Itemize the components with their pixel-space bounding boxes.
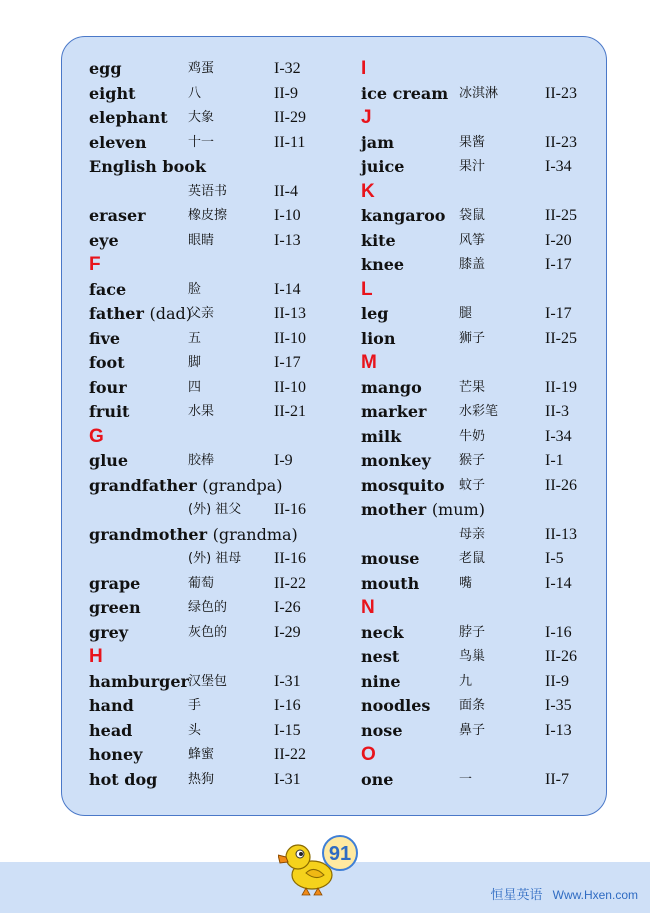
entry-reference: I-20 <box>545 231 572 249</box>
section-letter: K <box>361 180 375 202</box>
entry-word <box>89 670 189 694</box>
entry-reference: II-10 <box>274 329 306 347</box>
glossary-entry <box>361 621 611 645</box>
entry-word <box>361 572 419 596</box>
entry-reference: I-16 <box>545 623 572 641</box>
glossary-entry <box>361 498 611 522</box>
entry-word <box>89 596 141 620</box>
entry-word-alt: (mum) <box>431 500 485 519</box>
entry-word-text: milk <box>361 426 402 446</box>
entry-word <box>89 474 283 498</box>
entry-reference: I-10 <box>274 207 301 224</box>
entry-word-text: four <box>89 377 127 397</box>
entry-chinese: 冰淇淋 <box>459 85 499 101</box>
entry-chinese: 膝盖 <box>459 257 486 272</box>
entry-word <box>89 229 119 253</box>
glossary-panel <box>61 36 607 816</box>
entry-reference: II-11 <box>274 133 306 151</box>
entry-word <box>361 376 422 400</box>
glossary-entry <box>89 57 339 81</box>
entry-word-text: noodles <box>361 696 431 715</box>
entry-reference: II-26 <box>545 648 577 665</box>
entry-word <box>89 302 192 326</box>
glossary-entry <box>89 743 339 767</box>
entry-chinese: 面条 <box>459 698 486 713</box>
entry-chinese: 脚 <box>188 355 202 370</box>
entry-word-text: egg <box>89 59 122 78</box>
glossary-entry <box>89 302 339 326</box>
entry-word-text: ice cream <box>361 83 449 103</box>
entry-reference: II-4 <box>274 182 298 200</box>
section-letter: J <box>361 107 372 128</box>
entry-reference: I-34 <box>545 427 572 445</box>
entry-word-text: juice <box>361 157 405 176</box>
entry-word-text: English book <box>89 157 206 176</box>
glossary-entry <box>361 253 611 277</box>
entry-word <box>89 131 147 155</box>
entry-chinese: 鸟巢 <box>459 649 486 664</box>
entry-word <box>89 572 140 596</box>
entry-reference: I-13 <box>274 231 301 249</box>
entry-reference: II-3 <box>545 403 569 420</box>
entry-word-text: mother <box>361 500 427 519</box>
entry-chinese: 头 <box>188 722 202 738</box>
entry-chinese: 老鼠 <box>459 551 486 566</box>
section-letter: F <box>89 254 101 275</box>
glossary-entry <box>89 621 339 645</box>
entry-reference: II-26 <box>545 476 577 494</box>
glossary-entry <box>361 449 611 473</box>
entry-chinese: 果汁 <box>459 159 486 174</box>
entry-chinese: 袋鼠 <box>459 208 486 223</box>
glossary-entry <box>89 229 339 253</box>
entry-word <box>361 253 404 277</box>
glossary-entry <box>89 596 339 620</box>
entry-chinese: 一 <box>459 771 473 787</box>
entry-word-text: leg <box>361 304 389 323</box>
entry-word <box>361 449 431 473</box>
entry-word <box>89 400 129 424</box>
entry-reference: I-17 <box>274 354 301 371</box>
section-letter: N <box>361 597 375 618</box>
entry-chinese: (外) 祖母 <box>188 551 242 566</box>
glossary-entry <box>89 278 339 302</box>
entry-word <box>361 621 404 645</box>
brand-site: Www.Hxen.com <box>552 888 638 902</box>
entry-word <box>89 768 157 792</box>
entry-reference: I-26 <box>274 599 301 616</box>
glossary-entry <box>361 425 611 449</box>
entry-word <box>89 278 126 302</box>
entry-reference: II-9 <box>545 672 569 690</box>
entry-word <box>361 131 394 155</box>
entry-chinese: 四 <box>188 379 202 395</box>
entry-reference: I-9 <box>274 452 293 469</box>
glossary-entry <box>89 498 339 522</box>
entry-reference: I-13 <box>545 721 572 739</box>
entry-chinese: 风筝 <box>459 232 486 248</box>
entry-chinese: 腿 <box>459 306 473 321</box>
entry-word <box>361 425 401 449</box>
entry-reference: I-16 <box>274 697 301 714</box>
entry-chinese: 英语书 <box>188 183 228 199</box>
glossary-entry <box>361 768 611 792</box>
section-letter: O <box>361 744 376 765</box>
entry-reference: II-7 <box>545 770 569 788</box>
entry-reference: I-14 <box>274 280 301 298</box>
entry-word <box>361 474 445 498</box>
entry-reference: I-14 <box>545 574 572 592</box>
glossary-entry <box>361 719 611 743</box>
entry-word <box>361 645 399 669</box>
entry-chinese: 猴子 <box>459 453 486 468</box>
glossary-entry <box>89 670 339 694</box>
entry-word-text: head <box>89 720 133 740</box>
entry-word <box>361 719 403 743</box>
entry-word <box>361 327 395 351</box>
entry-reference: II-25 <box>545 329 577 347</box>
entry-chinese: 葡萄 <box>188 575 215 591</box>
entry-word-text: jam <box>361 132 395 152</box>
entry-chinese: 牛奶 <box>459 428 486 444</box>
entry-word-text: mouth <box>361 573 420 593</box>
entry-word-text: honey <box>89 745 143 764</box>
entry-chinese: 狮子 <box>459 330 486 346</box>
section-letter: L <box>361 278 373 300</box>
glossary-entry <box>361 523 611 547</box>
glossary-entry <box>89 449 339 473</box>
glossary-entry <box>361 474 611 498</box>
glossary-entry <box>361 572 611 596</box>
entry-chinese: 八 <box>188 85 202 101</box>
entry-word-text: hamburger <box>89 671 189 691</box>
entry-word-text: grandmother <box>89 524 208 544</box>
entry-chinese: 蚊子 <box>459 477 486 493</box>
entry-reference: II-22 <box>274 574 306 592</box>
page-number: 91 <box>328 843 352 865</box>
entry-chinese: (外) 祖父 <box>188 502 242 517</box>
entry-chinese: 芒果 <box>459 379 486 395</box>
entry-reference: I-17 <box>545 256 572 273</box>
glossary-entry <box>361 645 611 669</box>
entry-reference: II-21 <box>274 403 306 420</box>
entry-chinese: 母亲 <box>459 526 486 542</box>
glossary-entry <box>361 302 611 326</box>
entry-word-alt: (grandma) <box>212 524 298 544</box>
entry-reference: I-34 <box>545 158 572 175</box>
glossary-entry <box>89 106 339 130</box>
glossary-entry <box>361 229 611 253</box>
entry-word-text: nest <box>361 647 400 666</box>
glossary-entry <box>89 327 339 351</box>
entry-chinese: 热狗 <box>188 771 215 787</box>
glossary-entry <box>89 155 339 179</box>
entry-word <box>361 670 401 694</box>
entry-reference: I-32 <box>274 60 301 77</box>
glossary-entry <box>89 547 339 571</box>
glossary-entry <box>361 376 611 400</box>
entry-reference: I-31 <box>274 770 301 788</box>
entry-word <box>361 400 426 424</box>
entry-word-alt: (grandpa) <box>202 475 283 495</box>
entry-word-text: father <box>89 304 144 323</box>
glossary-entry <box>89 694 339 718</box>
entry-reference: II-23 <box>545 133 577 151</box>
entry-word-text: green <box>89 598 141 617</box>
glossary-entry <box>361 131 611 155</box>
entry-chinese: 九 <box>459 673 473 689</box>
glossary-entry <box>89 572 339 596</box>
entry-reference: I-17 <box>545 305 572 322</box>
entry-word-text: face <box>89 279 127 299</box>
entry-chinese: 汉堡包 <box>188 673 228 689</box>
entry-reference: II-16 <box>274 501 306 518</box>
entry-word-text: knee <box>361 255 405 274</box>
entry-chinese: 大象 <box>188 110 215 125</box>
entry-word <box>89 449 128 473</box>
glossary-entry <box>361 670 611 694</box>
entry-word <box>89 719 132 743</box>
entry-reference: I-35 <box>545 697 572 714</box>
entry-word-text: one <box>361 769 394 789</box>
entry-chinese: 水彩笔 <box>459 404 499 419</box>
entry-word-text: hot dog <box>89 769 158 789</box>
entry-word <box>89 743 142 767</box>
duck-mascot-illustration <box>278 835 368 897</box>
glossary-entry <box>89 768 339 792</box>
entry-reference: II-23 <box>545 84 577 102</box>
entry-reference: II-22 <box>274 746 306 763</box>
entry-chinese: 绿色的 <box>188 600 228 615</box>
entry-reference: I-29 <box>274 623 301 641</box>
glossary-entry <box>89 474 339 498</box>
entry-word-text: eight <box>89 83 136 103</box>
entry-word-text: monkey <box>361 451 431 470</box>
entry-word <box>89 82 135 106</box>
entry-word-text: mango <box>361 377 422 397</box>
glossary-entry <box>361 82 611 106</box>
entry-word-text: elephant <box>89 108 168 127</box>
glossary-entry <box>89 204 339 228</box>
entry-word <box>361 82 448 106</box>
entry-word-text: eye <box>89 230 119 250</box>
entry-word-text: mouse <box>361 549 420 568</box>
brand-name: 恒星英语 <box>490 888 543 903</box>
entry-word-text: eleven <box>89 132 147 152</box>
entry-reference: II-13 <box>274 305 306 322</box>
glossary-entry <box>89 400 339 424</box>
entry-chinese: 脸 <box>188 281 202 297</box>
entry-chinese: 水果 <box>188 404 215 419</box>
entry-word-text: eraser <box>89 206 146 225</box>
entry-word-text: kangaroo <box>361 206 446 225</box>
entry-chinese: 胶棒 <box>188 453 215 468</box>
entry-word-text: fruit <box>89 402 130 421</box>
entry-word <box>361 547 419 571</box>
entry-word <box>361 229 396 253</box>
entry-word-text: hand <box>89 696 134 715</box>
entry-word-text: five <box>89 328 121 348</box>
entry-reference: II-13 <box>545 525 577 543</box>
entry-reference: I-1 <box>545 452 564 469</box>
glossary-entry <box>89 719 339 743</box>
entry-reference: II-16 <box>274 550 306 567</box>
entry-reference: II-9 <box>274 84 298 102</box>
glossary-entry <box>89 131 339 155</box>
glossary-entry <box>89 351 339 375</box>
entry-word <box>89 621 128 645</box>
glossary-entry <box>89 376 339 400</box>
entry-word-text: nose <box>361 720 403 740</box>
entry-reference: I-31 <box>274 672 301 690</box>
entry-word-text: neck <box>361 622 404 642</box>
entry-word <box>89 106 168 130</box>
entry-chinese: 父亲 <box>188 306 215 321</box>
entry-reference: II-29 <box>274 109 306 126</box>
brand-footer <box>490 884 638 903</box>
entry-chinese: 眼睛 <box>188 232 215 248</box>
entry-chinese: 鸡蛋 <box>188 61 215 76</box>
entry-chinese: 蜂蜜 <box>188 747 215 762</box>
entry-word <box>89 57 122 81</box>
entry-word <box>89 376 127 400</box>
entry-word-text: glue <box>89 451 129 470</box>
entry-word-text: grey <box>89 622 129 642</box>
entry-chinese: 脖子 <box>459 624 486 640</box>
entry-word <box>361 768 393 792</box>
glossary-entry <box>361 327 611 351</box>
entry-word-text: nine <box>361 671 401 691</box>
entry-chinese: 橡皮擦 <box>188 208 228 223</box>
entry-word-text: grandfather <box>89 475 197 495</box>
glossary-entry <box>89 523 339 547</box>
glossary-entry <box>89 82 339 106</box>
entry-word-alt: (dad) <box>149 304 192 323</box>
entry-word <box>89 327 120 351</box>
entry-word-text: grape <box>89 573 141 593</box>
entry-chinese: 鼻子 <box>459 722 486 738</box>
entry-reference: II-10 <box>274 378 306 396</box>
glossary-entry <box>89 180 339 204</box>
section-letter: H <box>89 646 103 667</box>
section-letter: M <box>361 352 377 373</box>
section-letter: G <box>89 425 104 447</box>
entry-word <box>361 204 445 228</box>
entry-word <box>361 694 430 718</box>
glossary-entry <box>361 155 611 179</box>
entry-reference: II-25 <box>545 207 577 224</box>
entry-reference: I-15 <box>274 721 301 739</box>
section-letter: I <box>361 58 367 79</box>
entry-chinese: 果酱 <box>459 134 486 150</box>
entry-word-text: foot <box>89 353 125 372</box>
entry-word-text: mosquito <box>361 475 445 495</box>
glossary-entry <box>361 547 611 571</box>
entry-word-text: marker <box>361 402 427 421</box>
entry-word <box>89 351 125 375</box>
entry-word <box>361 302 388 326</box>
entry-word <box>361 498 485 522</box>
entry-chinese: 五 <box>188 330 202 346</box>
entry-word <box>89 204 146 228</box>
entry-chinese: 灰色的 <box>188 624 228 640</box>
entry-chinese: 十一 <box>188 134 215 150</box>
entry-reference: II-19 <box>545 378 577 396</box>
entry-chinese: 手 <box>188 698 202 713</box>
entry-word <box>89 523 298 547</box>
entry-word <box>89 694 134 718</box>
glossary-entry <box>361 400 611 424</box>
glossary-entry <box>361 204 611 228</box>
entry-word-text: kite <box>361 230 396 250</box>
entry-word <box>361 155 404 179</box>
glossary-entry <box>361 694 611 718</box>
entry-chinese: 嘴 <box>459 575 473 591</box>
entry-word-text: lion <box>361 328 396 348</box>
entry-reference: I-5 <box>545 550 564 567</box>
entry-word <box>89 155 206 179</box>
